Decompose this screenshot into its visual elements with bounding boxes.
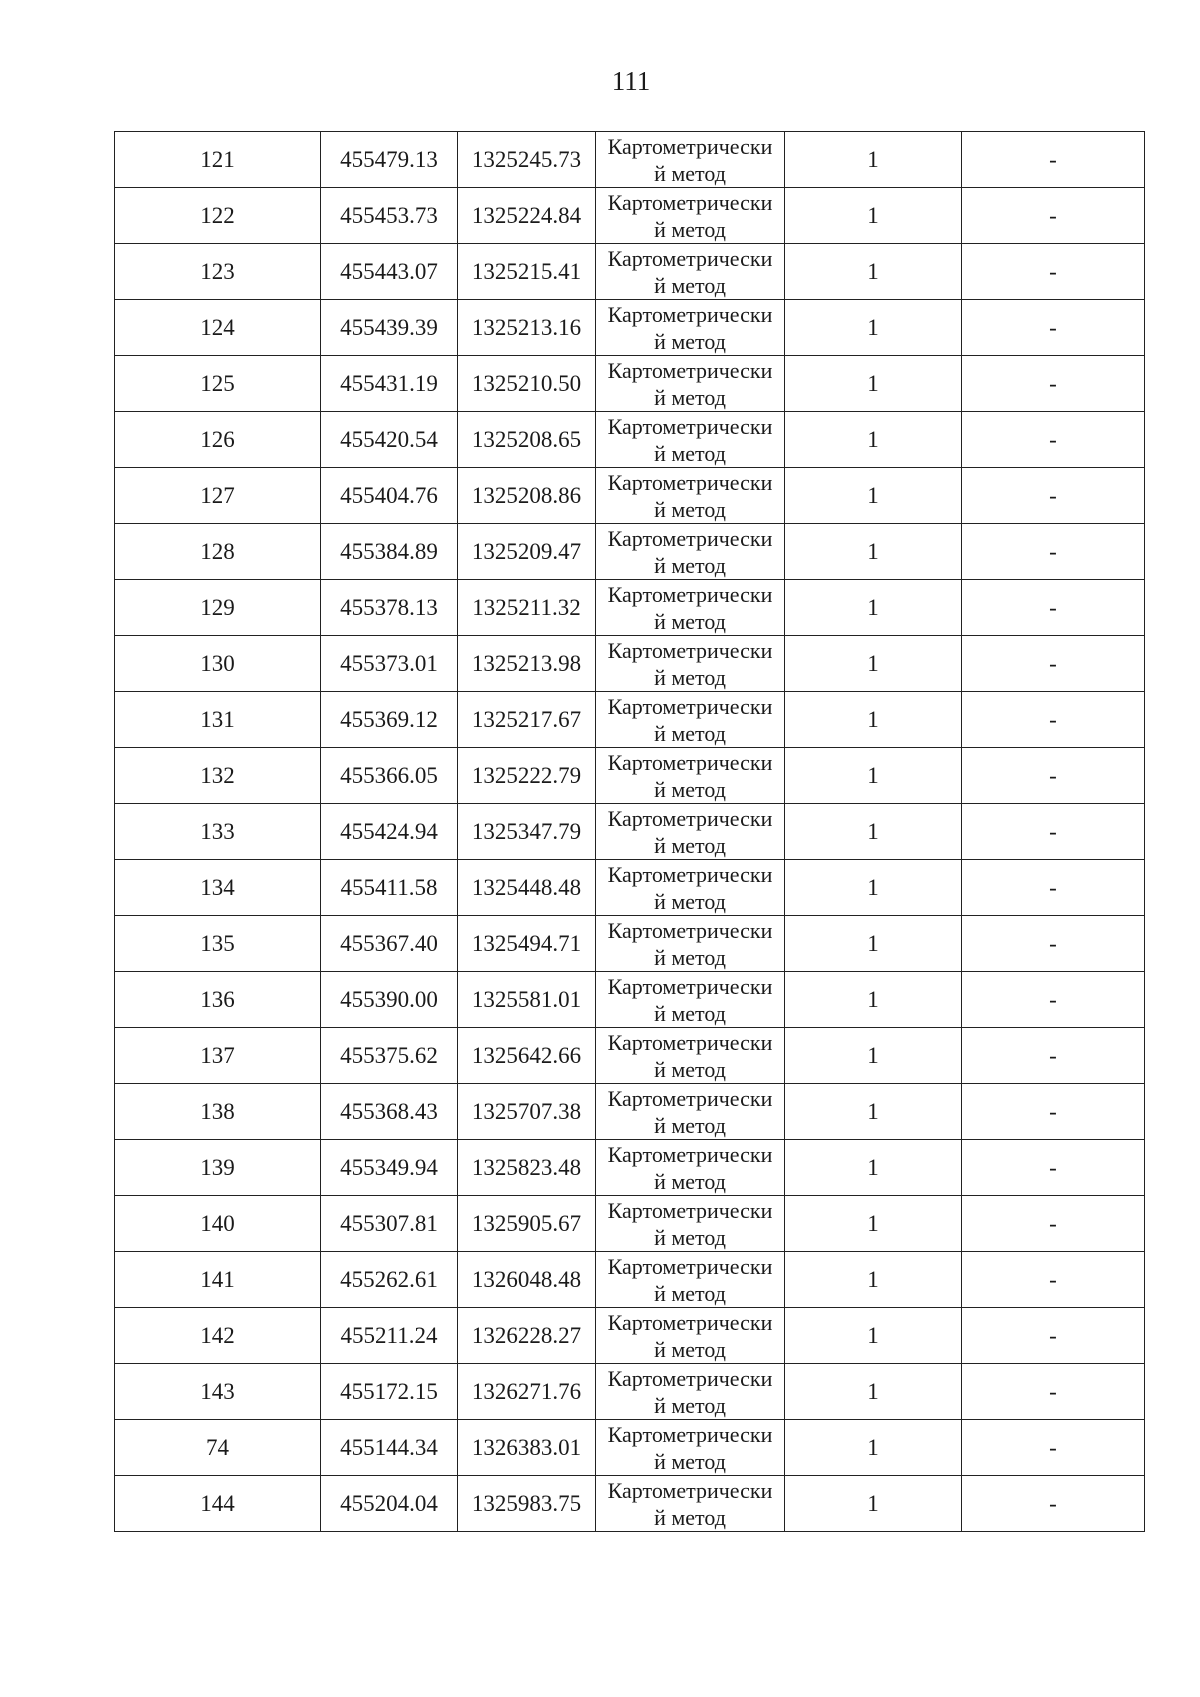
method-text-line2: й метод <box>654 553 726 578</box>
note-cell: - <box>962 524 1145 580</box>
y-coordinate-cell: 1325208.65 <box>458 412 596 468</box>
table-row <box>115 1476 1145 1532</box>
note-cell: - <box>962 1364 1145 1420</box>
accuracy-cell: 1 <box>785 244 962 300</box>
accuracy-cell: 1 <box>785 468 962 524</box>
accuracy-cell: 1 <box>785 580 962 636</box>
x-coordinate-cell: 455307.81 <box>321 1196 458 1252</box>
accuracy-cell: 1 <box>785 916 962 972</box>
method-text-line1: Картометрически <box>607 1366 773 1391</box>
method-cell <box>596 636 785 692</box>
accuracy-cell: 1 <box>785 356 962 412</box>
method-text-line1: Картометрически <box>607 1198 773 1223</box>
accuracy-cell: 1 <box>785 1308 962 1364</box>
y-coordinate-cell: 1325347.79 <box>458 804 596 860</box>
x-coordinate-cell: 455420.54 <box>321 412 458 468</box>
method-cell <box>596 1364 785 1420</box>
table-row <box>115 580 1145 636</box>
y-coordinate-cell: 1325905.67 <box>458 1196 596 1252</box>
table-row <box>115 916 1145 972</box>
method-text-line1: Картометрически <box>607 302 773 327</box>
table-row <box>115 1140 1145 1196</box>
method-text-line2: й метод <box>654 889 726 914</box>
point-number-cell: 137 <box>115 1028 321 1084</box>
note-cell: - <box>962 860 1145 916</box>
x-coordinate-cell: 455443.07 <box>321 244 458 300</box>
x-coordinate-cell: 455373.01 <box>321 636 458 692</box>
y-coordinate-cell: 1325211.32 <box>458 580 596 636</box>
point-number-cell: 138 <box>115 1084 321 1140</box>
y-coordinate-cell: 1325642.66 <box>458 1028 596 1084</box>
method-text-line1: Картометрически <box>607 1142 773 1167</box>
table-row <box>115 468 1145 524</box>
accuracy-cell: 1 <box>785 1476 962 1532</box>
note-cell: - <box>962 468 1145 524</box>
accuracy-cell: 1 <box>785 804 962 860</box>
point-number-cell: 132 <box>115 748 321 804</box>
method-text-line2: й метод <box>654 665 726 690</box>
note-cell: - <box>962 1308 1145 1364</box>
accuracy-cell: 1 <box>785 1196 962 1252</box>
note-cell: - <box>962 188 1145 244</box>
method-text-line2: й метод <box>654 1505 726 1530</box>
x-coordinate-cell: 455368.43 <box>321 1084 458 1140</box>
note-cell: - <box>962 1140 1145 1196</box>
note-cell: - <box>962 1420 1145 1476</box>
method-text-line2: й метод <box>654 1281 726 1306</box>
method-text-line2: й метод <box>654 1169 726 1194</box>
x-coordinate-cell: 455211.24 <box>321 1308 458 1364</box>
method-text-line1: Картометрически <box>607 862 773 887</box>
method-text-line1: Картометрически <box>607 638 773 663</box>
method-text-line1: Картометрически <box>607 750 773 775</box>
method-text-line1: Картометрически <box>607 974 773 999</box>
point-number-cell: 142 <box>115 1308 321 1364</box>
method-text-line2: й метод <box>654 721 726 746</box>
method-text-line2: й метод <box>654 385 726 410</box>
y-coordinate-cell: 1325215.41 <box>458 244 596 300</box>
table-row <box>115 412 1145 468</box>
method-text-line2: й метод <box>654 273 726 298</box>
point-number-cell: 121 <box>115 132 321 188</box>
x-coordinate-cell: 455144.34 <box>321 1420 458 1476</box>
y-coordinate-cell: 1325213.98 <box>458 636 596 692</box>
x-coordinate-cell: 455366.05 <box>321 748 458 804</box>
method-text-line1: Картометрически <box>607 1086 773 1111</box>
note-cell: - <box>962 300 1145 356</box>
y-coordinate-cell: 1325208.86 <box>458 468 596 524</box>
y-coordinate-cell: 1325983.75 <box>458 1476 596 1532</box>
point-number-cell: 140 <box>115 1196 321 1252</box>
method-text-line2: й метод <box>654 217 726 242</box>
y-coordinate-cell: 1326383.01 <box>458 1420 596 1476</box>
accuracy-cell: 1 <box>785 1084 962 1140</box>
point-number-cell: 130 <box>115 636 321 692</box>
point-number-cell: 136 <box>115 972 321 1028</box>
note-cell: - <box>962 580 1145 636</box>
x-coordinate-cell: 455349.94 <box>321 1140 458 1196</box>
note-cell: - <box>962 1028 1145 1084</box>
method-text-line2: й метод <box>654 833 726 858</box>
table-row <box>115 860 1145 916</box>
y-coordinate-cell: 1325448.48 <box>458 860 596 916</box>
table-row <box>115 1308 1145 1364</box>
y-coordinate-cell: 1325209.47 <box>458 524 596 580</box>
method-cell <box>596 1084 785 1140</box>
method-cell <box>596 860 785 916</box>
point-number-cell: 134 <box>115 860 321 916</box>
method-cell <box>596 804 785 860</box>
method-text-line2: й метод <box>654 1337 726 1362</box>
method-text-line1: Картометрически <box>607 582 773 607</box>
point-number-cell: 144 <box>115 1476 321 1532</box>
method-cell <box>596 916 785 972</box>
x-coordinate-cell: 455369.12 <box>321 692 458 748</box>
note-cell: - <box>962 1252 1145 1308</box>
method-text-line1: Картометрически <box>607 414 773 439</box>
note-cell: - <box>962 748 1145 804</box>
x-coordinate-cell: 455479.13 <box>321 132 458 188</box>
method-text-line2: й метод <box>654 161 726 186</box>
accuracy-cell: 1 <box>785 972 962 1028</box>
method-cell <box>596 1420 785 1476</box>
table-row <box>115 356 1145 412</box>
accuracy-cell: 1 <box>785 1252 962 1308</box>
method-cell <box>596 1140 785 1196</box>
x-coordinate-cell: 455404.76 <box>321 468 458 524</box>
accuracy-cell: 1 <box>785 300 962 356</box>
note-cell: - <box>962 244 1145 300</box>
method-cell <box>596 188 785 244</box>
y-coordinate-cell: 1325245.73 <box>458 132 596 188</box>
point-number-cell: 124 <box>115 300 321 356</box>
note-cell: - <box>962 972 1145 1028</box>
method-cell <box>596 692 785 748</box>
point-number-cell: 125 <box>115 356 321 412</box>
accuracy-cell: 1 <box>785 412 962 468</box>
x-coordinate-cell: 455378.13 <box>321 580 458 636</box>
point-number-cell: 131 <box>115 692 321 748</box>
note-cell: - <box>962 1084 1145 1140</box>
accuracy-cell: 1 <box>785 1028 962 1084</box>
method-text-line2: й метод <box>654 441 726 466</box>
method-cell <box>596 1308 785 1364</box>
method-cell <box>596 580 785 636</box>
point-number-cell: 129 <box>115 580 321 636</box>
method-text-line1: Картометрически <box>607 1254 773 1279</box>
x-coordinate-cell: 455375.62 <box>321 1028 458 1084</box>
table-row <box>115 188 1145 244</box>
method-text-line2: й метод <box>654 1225 726 1250</box>
method-text-line2: й метод <box>654 609 726 634</box>
method-text-line1: Картометрически <box>607 694 773 719</box>
accuracy-cell: 1 <box>785 748 962 804</box>
table-body <box>115 132 1145 1532</box>
note-cell: - <box>962 356 1145 412</box>
note-cell: - <box>962 804 1145 860</box>
method-text-line1: Картометрически <box>607 918 773 943</box>
y-coordinate-cell: 1326228.27 <box>458 1308 596 1364</box>
x-coordinate-cell: 455424.94 <box>321 804 458 860</box>
x-coordinate-cell: 455262.61 <box>321 1252 458 1308</box>
point-number-cell: 141 <box>115 1252 321 1308</box>
y-coordinate-cell: 1326048.48 <box>458 1252 596 1308</box>
point-number-cell: 143 <box>115 1364 321 1420</box>
page-number: 111 <box>611 66 651 96</box>
table-row <box>115 1084 1145 1140</box>
accuracy-cell: 1 <box>785 636 962 692</box>
table-row <box>115 132 1145 188</box>
point-number-cell: 123 <box>115 244 321 300</box>
accuracy-cell: 1 <box>785 1420 962 1476</box>
x-coordinate-cell: 455453.73 <box>321 188 458 244</box>
note-cell: - <box>962 132 1145 188</box>
table-row <box>115 524 1145 580</box>
y-coordinate-cell: 1326271.76 <box>458 1364 596 1420</box>
method-cell <box>596 468 785 524</box>
method-cell <box>596 412 785 468</box>
method-text-line1: Картометрически <box>607 806 773 831</box>
coordinates-table <box>114 131 1145 1532</box>
note-cell: - <box>962 412 1145 468</box>
table-row <box>115 1420 1145 1476</box>
table-row <box>115 692 1145 748</box>
note-cell: - <box>962 916 1145 972</box>
method-text-line2: й метод <box>654 1113 726 1138</box>
method-cell <box>596 132 785 188</box>
method-text-line2: й метод <box>654 497 726 522</box>
method-text-line1: Картометрически <box>607 1422 773 1447</box>
table-row <box>115 1364 1145 1420</box>
table-row <box>115 1196 1145 1252</box>
table-row <box>115 748 1145 804</box>
method-cell <box>596 1028 785 1084</box>
note-cell: - <box>962 692 1145 748</box>
x-coordinate-cell: 455172.15 <box>321 1364 458 1420</box>
method-text-line2: й метод <box>654 1393 726 1418</box>
point-number-cell: 122 <box>115 188 321 244</box>
method-cell <box>596 748 785 804</box>
note-cell: - <box>962 1196 1145 1252</box>
method-cell <box>596 972 785 1028</box>
table-row <box>115 244 1145 300</box>
y-coordinate-cell: 1325224.84 <box>458 188 596 244</box>
x-coordinate-cell: 455431.19 <box>321 356 458 412</box>
y-coordinate-cell: 1325581.01 <box>458 972 596 1028</box>
accuracy-cell: 1 <box>785 188 962 244</box>
method-text-line1: Картометрически <box>607 134 773 159</box>
method-text-line1: Картометрически <box>607 1310 773 1335</box>
method-cell <box>596 1252 785 1308</box>
method-text-line1: Картометрически <box>607 1030 773 1055</box>
x-coordinate-cell: 455390.00 <box>321 972 458 1028</box>
method-text-line1: Картометрически <box>607 1478 773 1503</box>
accuracy-cell: 1 <box>785 692 962 748</box>
x-coordinate-cell: 455384.89 <box>321 524 458 580</box>
table-row <box>115 1252 1145 1308</box>
point-number-cell: 139 <box>115 1140 321 1196</box>
method-text-line1: Картометрически <box>607 246 773 271</box>
method-cell <box>596 356 785 412</box>
method-text-line2: й метод <box>654 1057 726 1082</box>
y-coordinate-cell: 1325213.16 <box>458 300 596 356</box>
method-text-line2: й метод <box>654 1449 726 1474</box>
note-cell: - <box>962 636 1145 692</box>
y-coordinate-cell: 1325823.48 <box>458 1140 596 1196</box>
method-text-line1: Картометрически <box>607 190 773 215</box>
x-coordinate-cell: 455439.39 <box>321 300 458 356</box>
table-row <box>115 636 1145 692</box>
y-coordinate-cell: 1325210.50 <box>458 356 596 412</box>
accuracy-cell: 1 <box>785 132 962 188</box>
point-number-cell: 74 <box>115 1420 321 1476</box>
x-coordinate-cell: 455367.40 <box>321 916 458 972</box>
method-text-line2: й метод <box>654 945 726 970</box>
table-row <box>115 972 1145 1028</box>
note-cell: - <box>962 1476 1145 1532</box>
method-cell <box>596 244 785 300</box>
method-text-line1: Картометрически <box>607 526 773 551</box>
point-number-cell: 128 <box>115 524 321 580</box>
y-coordinate-cell: 1325707.38 <box>458 1084 596 1140</box>
method-cell <box>596 1196 785 1252</box>
x-coordinate-cell: 455204.04 <box>321 1476 458 1532</box>
point-number-cell: 126 <box>115 412 321 468</box>
y-coordinate-cell: 1325222.79 <box>458 748 596 804</box>
method-text-line1: Картометрически <box>607 358 773 383</box>
table-row <box>115 300 1145 356</box>
method-text-line2: й метод <box>654 777 726 802</box>
x-coordinate-cell: 455411.58 <box>321 860 458 916</box>
method-text-line2: й метод <box>654 329 726 354</box>
point-number-cell: 133 <box>115 804 321 860</box>
y-coordinate-cell: 1325494.71 <box>458 916 596 972</box>
accuracy-cell: 1 <box>785 524 962 580</box>
method-text-line2: й метод <box>654 1001 726 1026</box>
accuracy-cell: 1 <box>785 1140 962 1196</box>
y-coordinate-cell: 1325217.67 <box>458 692 596 748</box>
table-row <box>115 804 1145 860</box>
method-text-line1: Картометрически <box>607 470 773 495</box>
method-cell <box>596 524 785 580</box>
accuracy-cell: 1 <box>785 1364 962 1420</box>
point-number-cell: 135 <box>115 916 321 972</box>
method-cell <box>596 300 785 356</box>
method-cell <box>596 1476 785 1532</box>
accuracy-cell: 1 <box>785 860 962 916</box>
point-number-cell: 127 <box>115 468 321 524</box>
table-row <box>115 1028 1145 1084</box>
